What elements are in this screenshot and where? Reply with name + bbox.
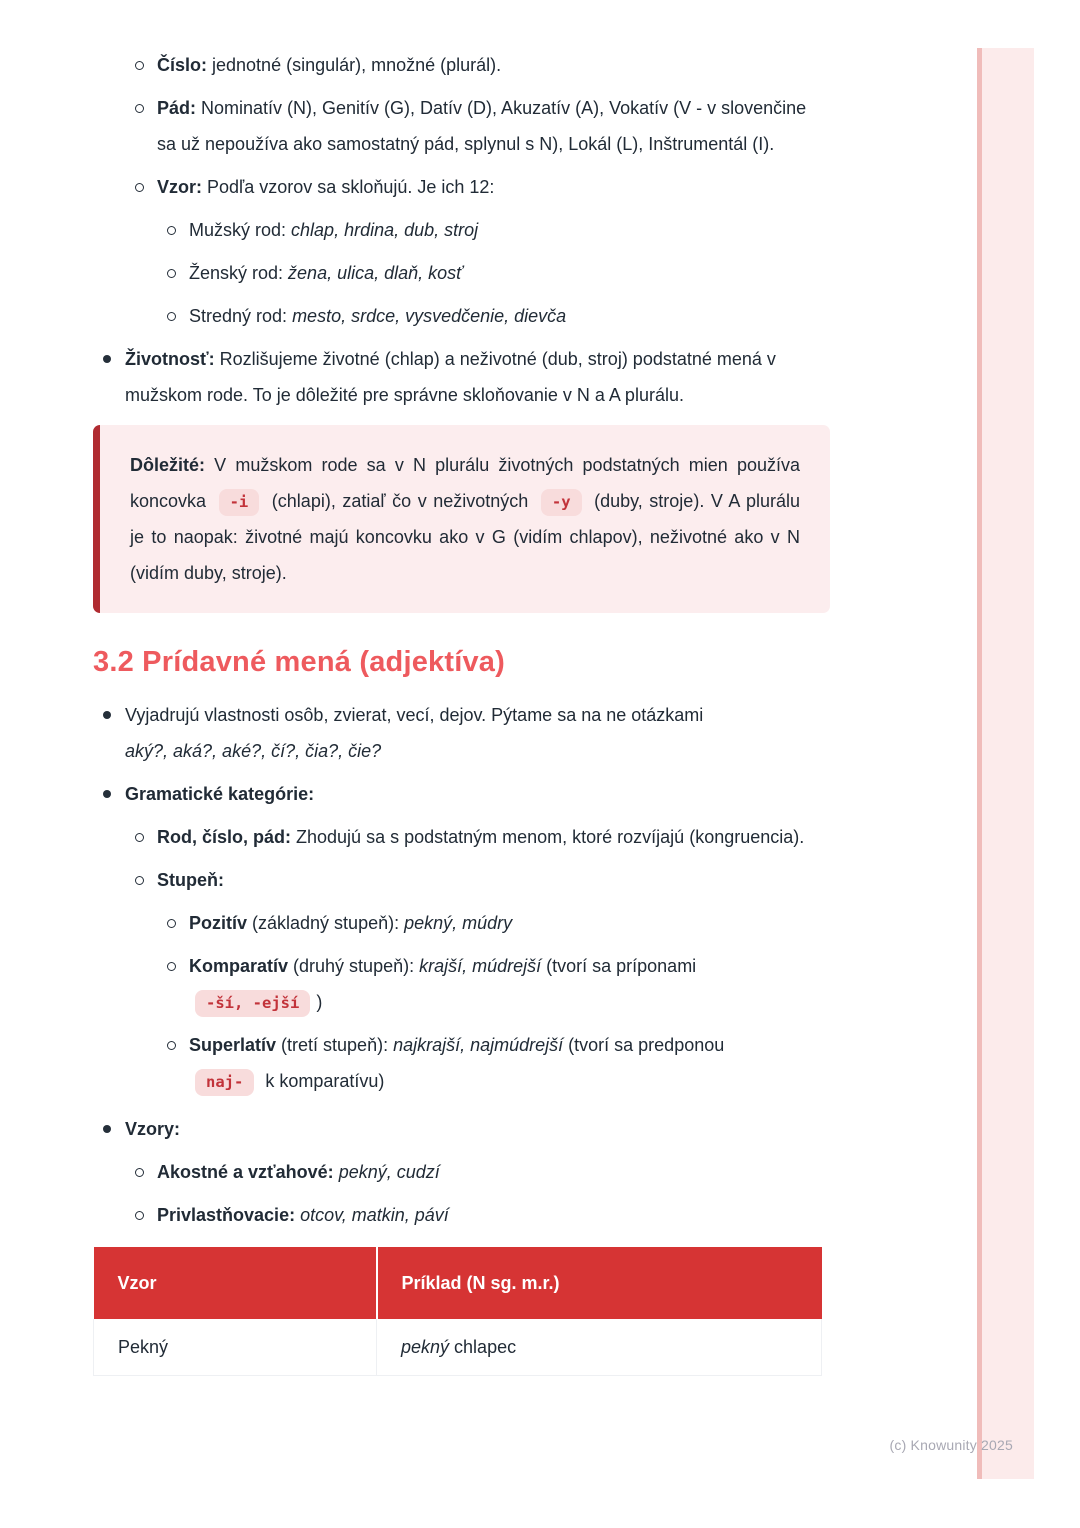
important-callout [93,425,830,613]
callout-text: V mužskom rode sa v N plurálu životných podstatných mien používa koncovka [130,455,800,511]
term-text: (tretí stupeň): [276,1035,394,1055]
section-heading-3-2: 3.2 Prídavné mená (adjektíva) [93,646,505,678]
term-label: Gramatické kategórie: [125,784,315,804]
term-text: (tvorí sa predponou [563,1035,725,1055]
term-text: (druhý stupeň): [288,956,420,976]
list-item-text [125,776,830,812]
declension-table [93,1247,822,1376]
disc-bullet-icon [103,790,111,798]
example-word-italic: pekný [401,1337,450,1357]
examples-italic: pekný, múdry [404,913,513,933]
table-cell-priklad [377,1319,822,1376]
circle-bullet-icon [167,269,176,278]
term-label: Číslo: [157,55,208,75]
circle-bullet-icon [135,104,144,113]
list-item-stredny-rod [93,298,830,334]
term-label: Ženský rod: [189,263,289,283]
term-label: Vzory: [125,1119,181,1139]
examples-italic: žena, ulica, dlaň, kosť [288,263,463,283]
term-label: Privlastňovacie: [157,1205,296,1225]
list-item-text [189,948,830,1020]
circle-bullet-icon [167,312,176,321]
list-item-vzor [93,169,830,205]
intro-text: Vyjadrujú vlastnosti osôb, zvierat, vecí, dejov. Pýtame sa na ne otázkami [125,705,704,725]
list-item-text [125,1111,830,1147]
list-item-text [189,255,830,291]
list-item-text [157,169,830,205]
list-item-text [189,1027,830,1099]
term-label: Mužský rod: [189,220,292,240]
code-chip-si-ejsi: -ší, -ejší [195,990,310,1017]
term-text: jednotné (singulár), množné (plurál). [207,55,502,75]
watermark-text: (c) Knowunity 2025 [889,1437,1013,1453]
list-item-pad [93,90,830,162]
circle-bullet-icon [167,919,176,928]
list-item-muzsky-rod [93,212,830,248]
term-label: Stredný rod: [189,306,293,326]
document-content [93,47,830,1376]
term-label: Rod, číslo, pád: [157,827,292,847]
disc-bullet-icon [103,711,111,719]
term-text: Zhodujú sa s podstatným menom, ktoré rozvíjajú (kongruencia). [291,827,805,847]
list-item-stupen [93,862,830,898]
intro-questions-italic: aký?, aká?, aké?, čí?, čia?, čie? [125,741,382,761]
code-chip-i: -i [219,489,260,516]
list-item-akostne [93,1154,830,1190]
term-text: k komparatívu) [260,1071,385,1091]
list-item-text [125,697,830,769]
list-item-komparativ [93,948,830,1020]
circle-bullet-icon [135,183,144,192]
example-word-rest: chlapec [449,1337,517,1357]
disc-bullet-icon [103,355,111,363]
list-item-text [157,47,830,83]
circle-bullet-icon [135,1168,144,1177]
examples-italic: mesto, srdce, vysvedčenie, dievča [292,306,567,326]
table-header-row [94,1247,822,1319]
circle-bullet-icon [167,226,176,235]
list-item-text [157,1154,830,1190]
page-edge-stripe [977,48,1034,1479]
disc-bullet-icon [103,1125,111,1133]
examples-italic: chlap, hrdina, dub, stroj [291,220,479,240]
list-item-cislo [93,47,830,83]
circle-bullet-icon [167,1041,176,1050]
callout-text: (chlapi), zatiaľ čo v neživotných [265,491,535,511]
examples-italic: najkrajší, najmúdrejší [393,1035,564,1055]
list-item-zivotnost [93,341,830,413]
examples-italic: otcov, matkin, páví [295,1205,449,1225]
term-text: (základný stupeň): [247,913,405,933]
list-item-privlastnovacie [93,1197,830,1233]
list-item-text [157,819,830,855]
list-item-text [125,341,830,413]
term-label: Pád: [157,98,197,118]
circle-bullet-icon [167,962,176,971]
list-item-text [189,905,830,941]
list-item-text [157,862,830,898]
term-label: Superlatív [189,1035,277,1055]
examples-italic: pekný, cudzí [333,1162,440,1182]
list-item-intro [93,697,830,769]
list-item-zensky-rod [93,255,830,291]
circle-bullet-icon [135,833,144,842]
term-label: Pozitív [189,913,248,933]
circle-bullet-icon [135,876,144,885]
term-text: Nominatív (N), Genitív (G), Datív (D), Akuzatív (A), Vokatív (V - v slovenčine sa už nepoužíva ako samostatný pád, splynul s N), Lokál (L), Inštrumentál (I). [157,98,807,154]
term-text: ) [316,992,323,1012]
callout-label: Dôležité: [130,455,206,475]
list-item-pozitiv [93,905,830,941]
circle-bullet-icon [135,61,144,70]
callout-text: (duby, stroje). V A plurálu je to naopak: životné majú koncovku ako v G (vidím chlapov), neživotné ako v N (vidím duby, stroje). [130,491,800,583]
term-label: Komparatív [189,956,289,976]
list-item-text [157,90,830,162]
list-item-gramaticke-kategorie [93,776,830,812]
examples-italic: krajší, múdrejší [419,956,542,976]
term-label: Stupeň: [157,870,224,890]
list-item-rod-cislo-pad [93,819,830,855]
table-header-priklad: Príklad (N sg. m.r.) [377,1247,822,1319]
list-item-text [189,212,830,248]
list-item-text [189,298,830,334]
table-cell-vzor: Pekný [94,1319,377,1376]
term-label: Životnosť: [125,349,215,369]
list-item-vzory [93,1111,830,1147]
term-label: Akostné a vzťahové: [157,1162,334,1182]
term-text: Rozlišujeme životné (chlap) a neživotné (dub, stroj) podstatné mená v mužskom rode. To je dôležité pre správne skloňovanie v N a A plurálu. [125,349,776,405]
circle-bullet-icon [135,1211,144,1220]
list-item-text [157,1197,830,1233]
table-row [94,1319,822,1376]
table-header-vzor: Vzor [94,1247,377,1319]
list-item-superlativ [93,1027,830,1099]
term-label: Vzor: [157,177,202,197]
term-text: (tvorí sa príponami [541,956,697,976]
term-text: Podľa vzorov sa skloňujú. Je ich 12: [202,177,495,197]
code-chip-naj: naj- [195,1069,254,1096]
code-chip-y: -y [541,489,582,516]
